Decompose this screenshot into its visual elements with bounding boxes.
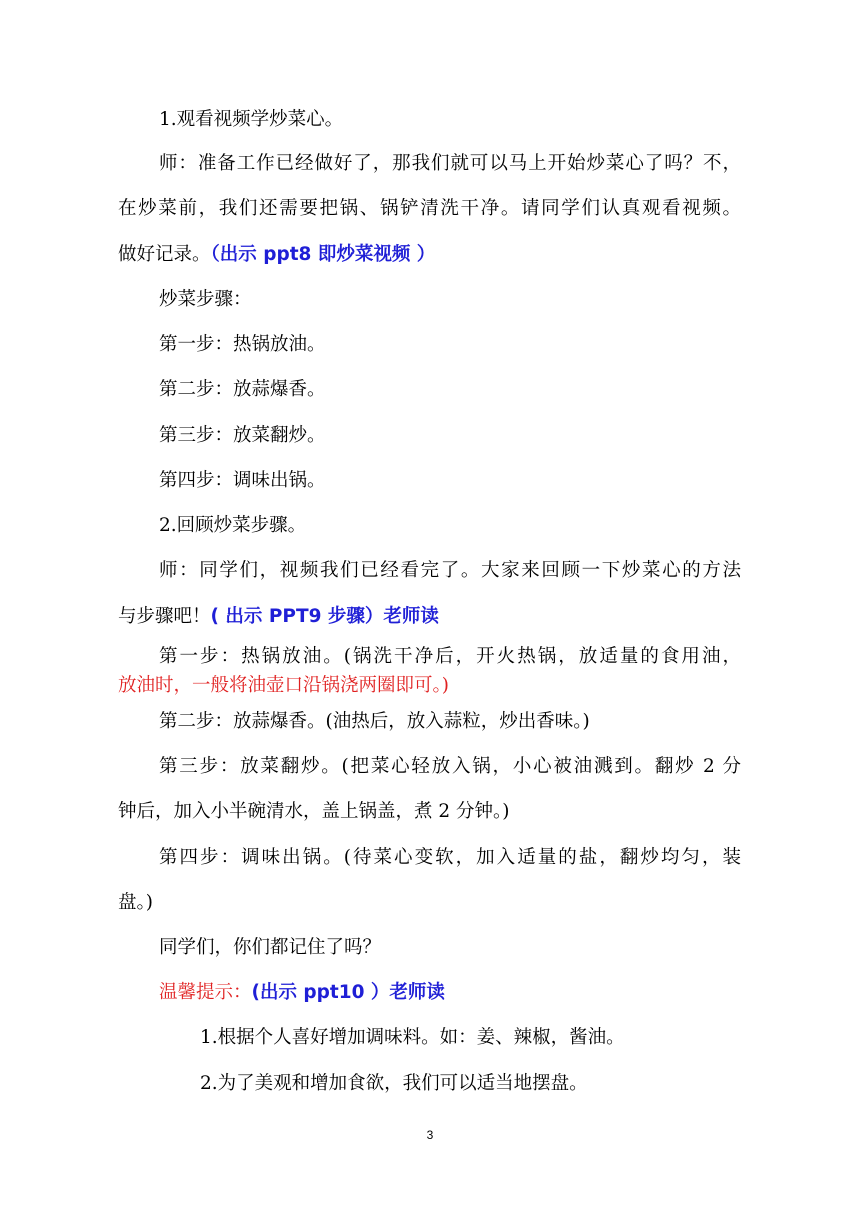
tips-label: 温馨提示： bbox=[159, 982, 252, 1003]
section1-teacher-line3 bbox=[118, 243, 435, 267]
review-step3-line1: 第三步：放菜翻炒。(把菜心轻放入锅，小心被油溅到。翻炒 2 分 bbox=[159, 756, 741, 777]
section1-teacher-line2: 在炒菜前，我们还需要把锅、锅铲清洗干净。请同学们认真观看视频。 bbox=[118, 198, 741, 219]
ppt9-note: ( 出示 PPT9 步骤）老师读 bbox=[210, 606, 439, 627]
review-step4-line1: 第四步：调味出锅。(待菜心变软，加入适量的盐，翻炒均匀，装 bbox=[159, 847, 741, 868]
step-item: 第一步：热锅放油。 bbox=[159, 334, 326, 355]
steps-title: 炒菜步骤： bbox=[159, 289, 252, 310]
review-step1-line1: 第一步：热锅放油。(锅洗干净后，开火热锅，放适量的食用油， bbox=[159, 646, 741, 667]
tip-item: 2.为了美观和增加食欲，我们可以适当地摆盘。 bbox=[200, 1073, 588, 1094]
page-number: 3 bbox=[426, 1128, 434, 1142]
tips-heading bbox=[159, 981, 445, 1005]
ppt10-note: (出示 ppt10 ）老师读 bbox=[251, 982, 445, 1003]
section1-teacher-line3-text: 做好记录。 bbox=[118, 244, 211, 265]
tip-item: 1.根据个人喜好增加调味料。如：姜、辣椒，酱油。 bbox=[200, 1027, 625, 1048]
review-step4-line2: 盘。) bbox=[118, 892, 153, 913]
step-item: 第二步：放蒜爆香。 bbox=[159, 379, 326, 400]
step-item: 第四步：调味出锅。 bbox=[159, 470, 326, 491]
ppt8-note: （出示 ppt8 即炒菜视频 ） bbox=[210, 244, 436, 265]
section1-heading: 1.观看视频学炒菜心。 bbox=[159, 109, 344, 130]
review-step2: 第二步：放蒜爆香。(油热后，放入蒜粒，炒出香味。) bbox=[159, 711, 590, 732]
section2-teacher-line1: 师：同学们，视频我们已经看完了。大家来回顾一下炒菜心的方法 bbox=[159, 560, 741, 581]
review-step3-line2: 钟后，加入小半碗清水，盖上锅盖，煮 2 分钟。) bbox=[118, 801, 510, 822]
section2-heading: 2.回顾炒菜步骤。 bbox=[159, 515, 307, 536]
section2-question: 同学们，你们都记住了吗？ bbox=[159, 937, 382, 958]
review-step1-line2: 放油时，一般将油壶口沿锅浇两圈即可。) bbox=[118, 675, 449, 696]
section2-teacher-line2 bbox=[118, 605, 439, 629]
step-item: 第三步：放菜翻炒。 bbox=[159, 425, 326, 446]
section1-teacher-line1: 师：准备工作已经做好了，那我们就可以马上开始炒菜心了吗？不， bbox=[159, 153, 741, 174]
section2-teacher-line2-text: 与步骤吧！ bbox=[118, 606, 211, 627]
